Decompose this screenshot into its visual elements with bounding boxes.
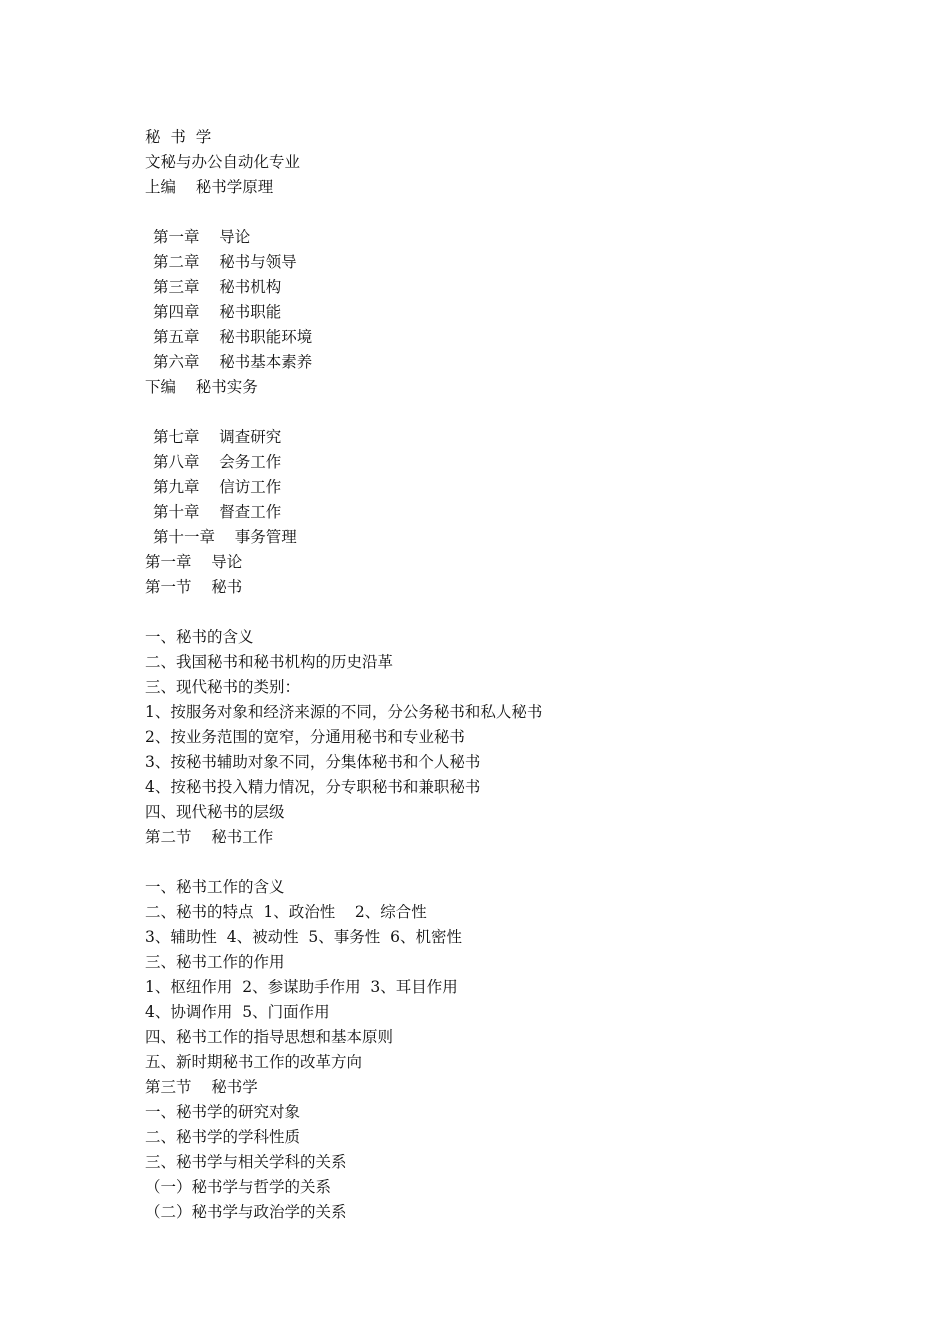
section2-item: 五、新时期秘书工作的改革方向 [145,1053,363,1071]
toc-chapter-4: 第四章 秘书职能 [153,303,282,321]
section3-item: （二）秘书学与政治学的关系 [145,1203,347,1221]
section2-item: 3、辅助性 4、被动性 5、事务性 6、机密性 [145,928,463,946]
section1-item: 三、现代秘书的类别： [145,678,301,696]
part1-heading: 上编 秘书学原理 [145,178,274,196]
toc-chapter-9: 第九章 信访工作 [153,478,282,496]
document-subtitle: 文秘与办公自动化专业 [145,153,301,171]
section3-item: 一、秘书学的研究对象 [145,1103,301,1121]
toc-chapter-7: 第七章 调查研究 [153,428,282,446]
toc-chapter-10: 第十章 督查工作 [153,503,282,521]
toc-chapter-11: 第十一章 事务管理 [153,528,297,546]
section2-heading: 第二节 秘书工作 [145,828,274,846]
toc-chapter-6: 第六章 秘书基本素养 [153,353,313,371]
section3-item: 三、秘书学与相关学科的关系 [145,1153,347,1171]
section1-item: 1、按服务对象和经济来源的不同，分公务秘书和私人秘书 [145,703,543,721]
section1-heading: 第一节 秘书 [145,578,243,596]
blank-line [145,200,845,225]
toc-chapter-2: 第二章 秘书与领导 [153,253,297,271]
section1-item: 四、现代秘书的层级 [145,803,285,821]
toc-chapter-3: 第三章 秘书机构 [153,278,282,296]
section1-item: 2、按业务范围的宽窄，分通用秘书和专业秘书 [145,728,465,746]
blank-line [145,850,845,875]
section2-item: 4、协调作用 5、门面作用 [145,1003,330,1021]
blank-line [145,400,845,425]
part2-heading: 下编 秘书实务 [145,378,258,396]
blank-line [145,600,845,625]
section1-item: 一、秘书的含义 [145,628,254,646]
section1-item: 3、按秘书辅助对象不同，分集体秘书和个人秘书 [145,753,481,771]
document-body [145,125,845,1225]
section3-item: （一）秘书学与哲学的关系 [145,1178,332,1196]
section2-item: 一、秘书工作的含义 [145,878,285,896]
section1-item: 4、按秘书投入精力情况，分专职秘书和兼职秘书 [145,778,481,796]
section2-item: 三、秘书工作的作用 [145,953,285,971]
toc-chapter-1: 第一章 导论 [153,228,251,246]
section1-item: 二、我国秘书和秘书机构的历史沿革 [145,653,394,671]
section2-item: 四、秘书工作的指导思想和基本原则 [145,1028,394,1046]
section3-heading: 第三节 秘书学 [145,1078,258,1096]
section2-item: 二、秘书的特点 1、政治性 2、综合性 [145,903,427,921]
chapter1-heading: 第一章 导论 [145,553,243,571]
toc-chapter-8: 第八章 会务工作 [153,453,282,471]
section3-item: 二、秘书学的学科性质 [145,1128,301,1146]
section2-item: 1、枢纽作用 2、参谋助手作用 3、耳目作用 [145,978,458,996]
document-title: 秘 书 学 [145,128,212,146]
toc-chapter-5: 第五章 秘书职能环境 [153,328,313,346]
